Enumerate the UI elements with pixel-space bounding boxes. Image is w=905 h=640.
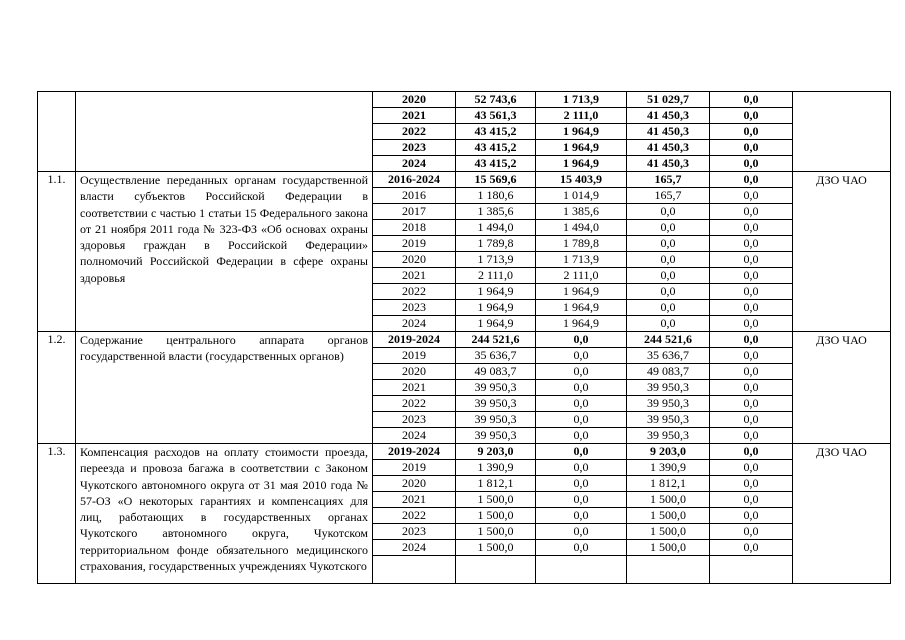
total-cell: 1 964,9	[456, 316, 536, 332]
budget-table-body	[38, 92, 891, 584]
executor-cell	[793, 92, 891, 172]
regional-cell: 0,0	[627, 220, 710, 236]
federal-cell: 2 111,0	[536, 268, 627, 284]
regional-cell: 1 500,0	[627, 508, 710, 524]
total-cell: 1 500,0	[456, 524, 536, 540]
other-cell: 0,0	[710, 348, 793, 364]
regional-cell: 39 950,3	[627, 412, 710, 428]
total-cell: 1 812,1	[456, 476, 536, 492]
total-cell: 43 415,2	[456, 124, 536, 140]
table-row	[38, 172, 891, 188]
year-cell: 2024	[373, 540, 456, 556]
federal-cell: 0,0	[536, 396, 627, 412]
federal-cell: 0,0	[536, 476, 627, 492]
executor-cell: ДЗО ЧАО	[793, 332, 891, 444]
federal-cell: 1 964,9	[536, 140, 627, 156]
regional-cell: 1 812,1	[627, 476, 710, 492]
federal-cell: 0,0	[536, 540, 627, 556]
regional-cell: 9 203,0	[627, 444, 710, 460]
total-cell: 35 636,7	[456, 348, 536, 364]
year-cell: 2019	[373, 348, 456, 364]
year-cell: 2017	[373, 204, 456, 220]
year-cell: 2021	[373, 268, 456, 284]
federal-cell: 1 494,0	[536, 220, 627, 236]
table-row	[38, 92, 891, 108]
item-description-cell: Компенсация расходов на оплату стоимости проезда, переезда и провоза багажа в соответствии с Законом Чукотского автономного округа от 31 мая 2010 года № 57-ОЗ «О некоторых гарантиях и компенсациях для лиц, работающих в государственных органах Чукотского автономного округа, Чукотском территориальном фонде обязательного медицинского страхования, государственных учреждениях Чукотского	[76, 444, 373, 584]
regional-cell: 41 450,3	[627, 124, 710, 140]
regional-cell: 51 029,7	[627, 92, 710, 108]
total-cell: 9 203,0	[456, 444, 536, 460]
total-cell: 1 500,0	[456, 508, 536, 524]
regional-cell: 41 450,3	[627, 156, 710, 172]
year-cell: 2020	[373, 252, 456, 268]
other-cell: 0,0	[710, 396, 793, 412]
federal-cell: 0,0	[536, 460, 627, 476]
regional-cell: 39 950,3	[627, 380, 710, 396]
other-cell: 0,0	[710, 140, 793, 156]
regional-cell: 165,7	[627, 188, 710, 204]
other-cell: 0,0	[710, 92, 793, 108]
regional-cell: 1 500,0	[627, 492, 710, 508]
other-cell: 0,0	[710, 316, 793, 332]
year-cell: 2021	[373, 492, 456, 508]
executor-cell: ДЗО ЧАО	[793, 444, 891, 584]
total-cell: 39 950,3	[456, 428, 536, 444]
federal-cell: 0,0	[536, 492, 627, 508]
year-cell: 2022	[373, 396, 456, 412]
empty-cell	[710, 556, 793, 584]
federal-cell: 1 014,9	[536, 188, 627, 204]
federal-cell: 0,0	[536, 412, 627, 428]
item-description-cell: Осуществление переданных органам государственной власти субъектов Российской Федерации в соответствии с частью 1 статьи 15 Федерального закона от 21 ноября 2011 года № 323-ФЗ «Об основах охраны здоровья граждан в Российской Федерации» полномочий Российской Федерации в сфере охраны здоровья	[76, 172, 373, 332]
year-cell: 2016-2024	[373, 172, 456, 188]
total-cell: 39 950,3	[456, 380, 536, 396]
item-number-cell	[38, 92, 76, 172]
item-number-cell: 1.2.	[38, 332, 76, 444]
year-cell: 2019-2024	[373, 444, 456, 460]
year-cell: 2020	[373, 364, 456, 380]
year-cell: 2020	[373, 476, 456, 492]
total-cell: 1 789,8	[456, 236, 536, 252]
federal-cell: 0,0	[536, 348, 627, 364]
total-cell: 52 743,6	[456, 92, 536, 108]
year-cell: 2023	[373, 300, 456, 316]
total-cell: 244 521,6	[456, 332, 536, 348]
empty-cell	[627, 556, 710, 584]
year-cell: 2019-2024	[373, 332, 456, 348]
item-number-cell: 1.3.	[38, 444, 76, 584]
other-cell: 0,0	[710, 492, 793, 508]
federal-cell: 1 964,9	[536, 300, 627, 316]
other-cell: 0,0	[710, 284, 793, 300]
item-description-cell: Содержание центрального аппарата органов государственной власти (государственных органов)	[76, 332, 373, 444]
federal-cell: 0,0	[536, 524, 627, 540]
total-cell: 1 180,6	[456, 188, 536, 204]
table-row	[38, 444, 891, 460]
regional-cell: 0,0	[627, 252, 710, 268]
regional-cell: 0,0	[627, 204, 710, 220]
year-cell: 2024	[373, 316, 456, 332]
regional-cell: 0,0	[627, 316, 710, 332]
item-number-cell: 1.1.	[38, 172, 76, 332]
other-cell: 0,0	[710, 540, 793, 556]
regional-cell: 39 950,3	[627, 428, 710, 444]
regional-cell: 49 083,7	[627, 364, 710, 380]
other-cell: 0,0	[710, 476, 793, 492]
year-cell: 2024	[373, 428, 456, 444]
total-cell: 15 569,6	[456, 172, 536, 188]
total-cell: 39 950,3	[456, 396, 536, 412]
other-cell: 0,0	[710, 364, 793, 380]
total-cell: 1 390,9	[456, 460, 536, 476]
federal-cell: 0,0	[536, 508, 627, 524]
federal-cell: 1 964,9	[536, 316, 627, 332]
total-cell: 43 415,2	[456, 156, 536, 172]
federal-cell: 0,0	[536, 364, 627, 380]
total-cell: 2 111,0	[456, 268, 536, 284]
table-row	[38, 332, 891, 348]
year-cell: 2019	[373, 460, 456, 476]
total-cell: 1 494,0	[456, 220, 536, 236]
federal-cell: 0,0	[536, 444, 627, 460]
other-cell: 0,0	[710, 300, 793, 316]
regional-cell: 35 636,7	[627, 348, 710, 364]
other-cell: 0,0	[710, 460, 793, 476]
other-cell: 0,0	[710, 108, 793, 124]
other-cell: 0,0	[710, 380, 793, 396]
total-cell: 43 561,3	[456, 108, 536, 124]
federal-cell: 1 964,9	[536, 124, 627, 140]
item-description-cell	[76, 92, 373, 172]
total-cell: 49 083,7	[456, 364, 536, 380]
regional-cell: 0,0	[627, 268, 710, 284]
year-cell: 2021	[373, 108, 456, 124]
regional-cell: 41 450,3	[627, 108, 710, 124]
regional-cell: 0,0	[627, 236, 710, 252]
year-cell: 2022	[373, 284, 456, 300]
year-cell: 2024	[373, 156, 456, 172]
other-cell: 0,0	[710, 444, 793, 460]
year-cell: 2022	[373, 124, 456, 140]
other-cell: 0,0	[710, 188, 793, 204]
year-cell: 2023	[373, 524, 456, 540]
other-cell: 0,0	[710, 252, 793, 268]
executor-cell: ДЗО ЧАО	[793, 172, 891, 332]
year-cell: 2016	[373, 188, 456, 204]
federal-cell: 15 403,9	[536, 172, 627, 188]
federal-cell: 2 111,0	[536, 108, 627, 124]
other-cell: 0,0	[710, 332, 793, 348]
year-cell: 2019	[373, 236, 456, 252]
federal-cell: 1 713,9	[536, 92, 627, 108]
year-cell: 2023	[373, 140, 456, 156]
regional-cell: 1 500,0	[627, 524, 710, 540]
other-cell: 0,0	[710, 172, 793, 188]
federal-cell: 1 713,9	[536, 252, 627, 268]
regional-cell: 0,0	[627, 300, 710, 316]
other-cell: 0,0	[710, 204, 793, 220]
regional-cell: 39 950,3	[627, 396, 710, 412]
other-cell: 0,0	[710, 412, 793, 428]
empty-cell	[536, 556, 627, 584]
empty-cell	[456, 556, 536, 584]
total-cell: 1 713,9	[456, 252, 536, 268]
other-cell: 0,0	[710, 508, 793, 524]
regional-cell: 165,7	[627, 172, 710, 188]
total-cell: 1 385,6	[456, 204, 536, 220]
federal-cell: 0,0	[536, 332, 627, 348]
total-cell: 1 500,0	[456, 540, 536, 556]
federal-cell: 1 385,6	[536, 204, 627, 220]
federal-cell: 1 964,9	[536, 284, 627, 300]
total-cell: 1 964,9	[456, 284, 536, 300]
other-cell: 0,0	[710, 268, 793, 284]
budget-table	[37, 91, 891, 584]
total-cell: 39 950,3	[456, 412, 536, 428]
other-cell: 0,0	[710, 428, 793, 444]
empty-cell	[373, 556, 456, 584]
regional-cell: 244 521,6	[627, 332, 710, 348]
regional-cell: 1 390,9	[627, 460, 710, 476]
regional-cell: 1 500,0	[627, 540, 710, 556]
federal-cell: 1 789,8	[536, 236, 627, 252]
other-cell: 0,0	[710, 236, 793, 252]
federal-cell: 0,0	[536, 428, 627, 444]
federal-cell: 1 964,9	[536, 156, 627, 172]
regional-cell: 0,0	[627, 284, 710, 300]
other-cell: 0,0	[710, 220, 793, 236]
year-cell: 2021	[373, 380, 456, 396]
total-cell: 1 964,9	[456, 300, 536, 316]
year-cell: 2020	[373, 92, 456, 108]
federal-cell: 0,0	[536, 380, 627, 396]
other-cell: 0,0	[710, 156, 793, 172]
other-cell: 0,0	[710, 124, 793, 140]
year-cell: 2018	[373, 220, 456, 236]
year-cell: 2022	[373, 508, 456, 524]
total-cell: 1 500,0	[456, 492, 536, 508]
other-cell: 0,0	[710, 524, 793, 540]
year-cell: 2023	[373, 412, 456, 428]
regional-cell: 41 450,3	[627, 140, 710, 156]
total-cell: 43 415,2	[456, 140, 536, 156]
